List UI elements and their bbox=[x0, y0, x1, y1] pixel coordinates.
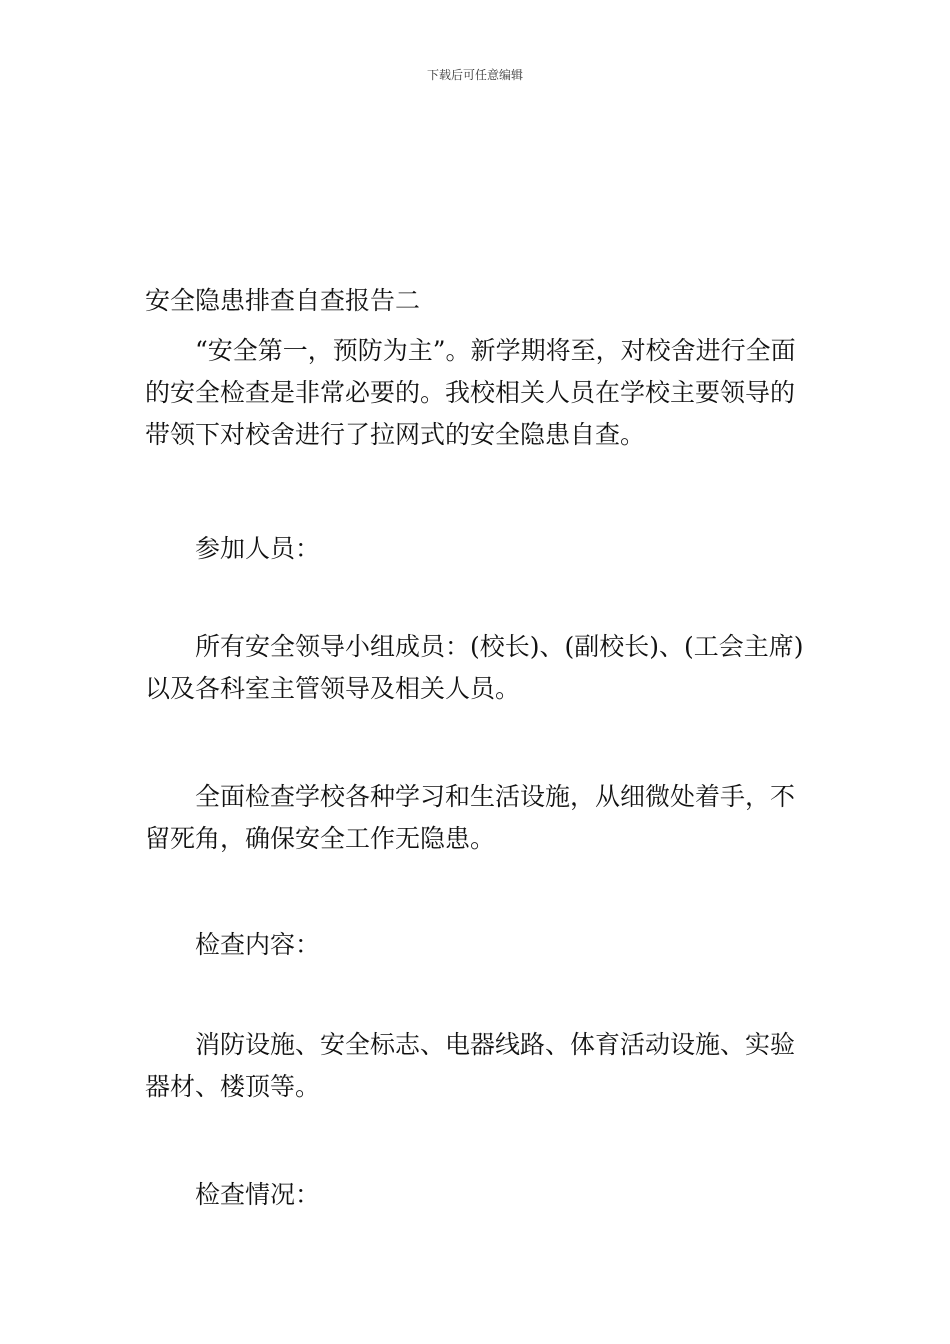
header-note: 下载后可任意编辑 bbox=[426, 68, 523, 82]
status-label: 检查情况： bbox=[195, 1180, 321, 1209]
intro-paragraph: “安全第一，预防为主”。新学期将至，对校舍进行全面的安全检查是非常必要的。我校相关人员在学校主要领导的带领下对校舍进行了拉网式的安全隐患自查。 bbox=[145, 336, 796, 449]
content-label: 检查内容： bbox=[195, 930, 321, 959]
document-title: 安全隐患排查自查报告二 bbox=[145, 286, 421, 315]
participants-label: 参加人员： bbox=[195, 534, 321, 563]
content-paragraph: 消防设施、安全标志、电器线路、体育活动设施、实验器材、楼顶等。 bbox=[145, 1030, 796, 1101]
participants-paragraph: 所有安全领导小组成员：(校长)、(副校长)、(工会主席)以及各科室主管领导及相关人员。 bbox=[145, 632, 804, 703]
scope-paragraph: 全面检查学校各种学习和生活设施，从细微处着手，不留死角，确保安全工作无隐患。 bbox=[145, 782, 796, 853]
